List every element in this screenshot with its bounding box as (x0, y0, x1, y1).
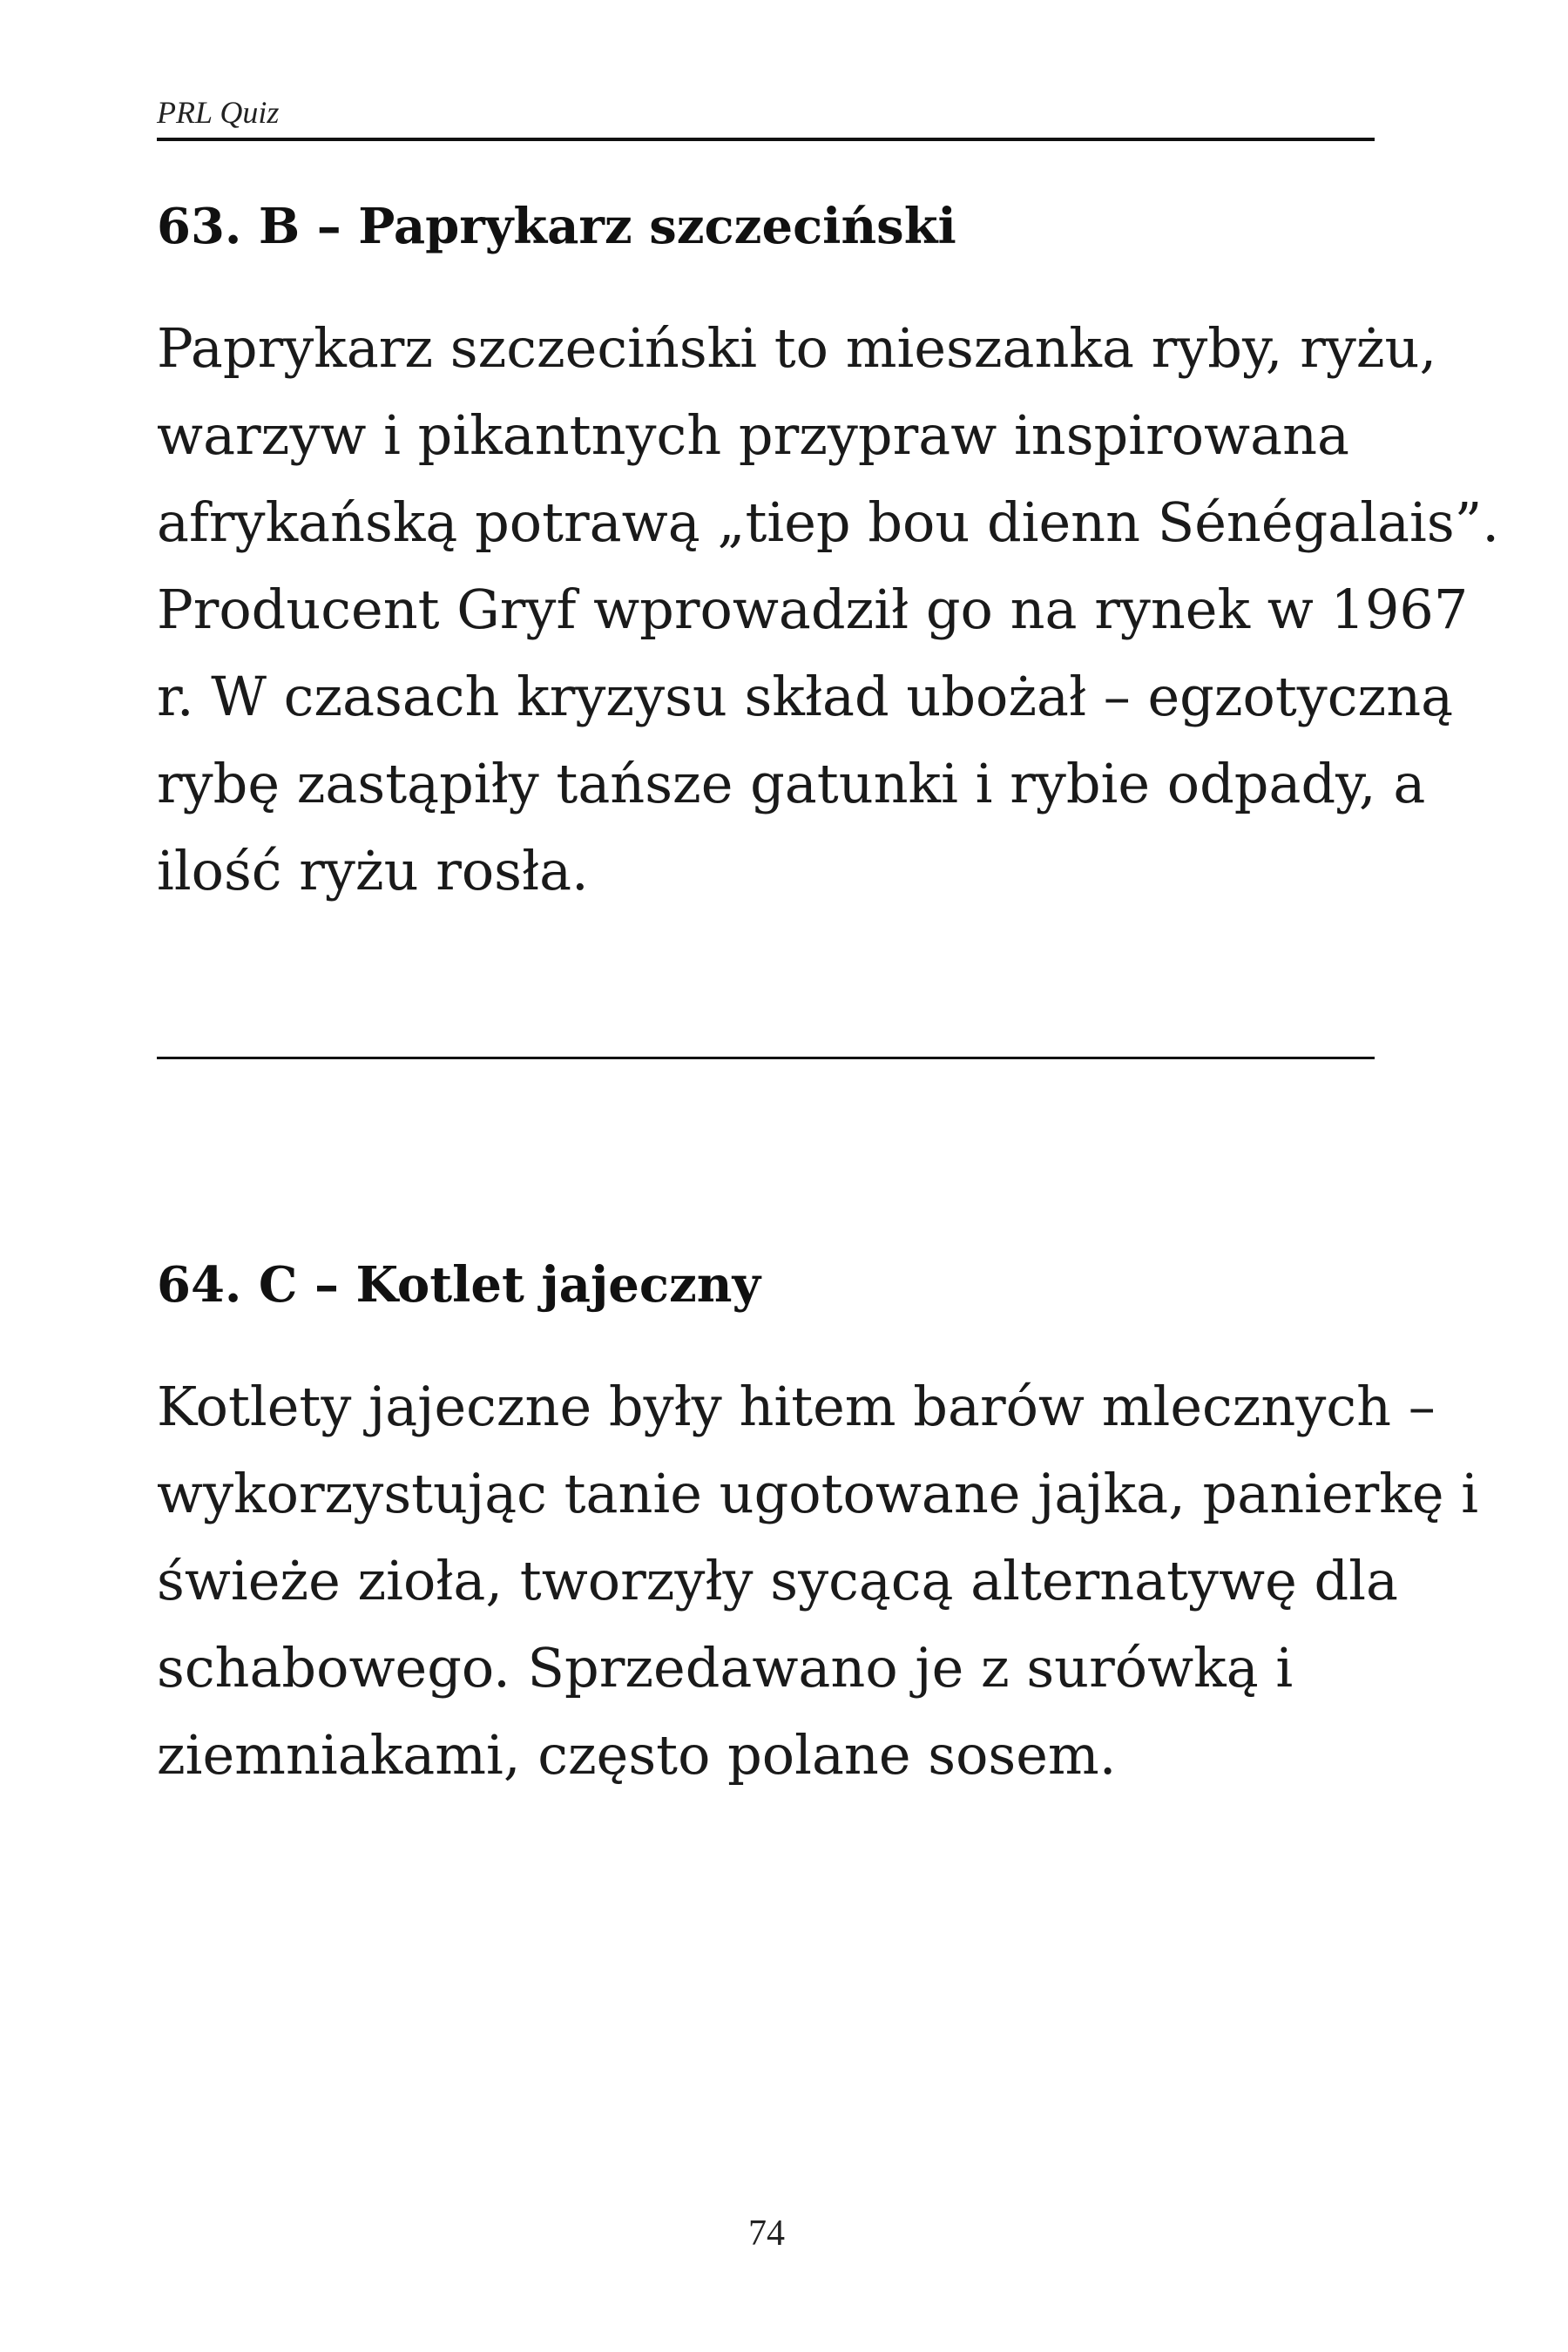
body-line: r. W czasach kryzysu skład ubożał – egzotyczną (157, 665, 1454, 728)
page-number: 74 (748, 2213, 785, 2254)
entry-63-body (157, 305, 1500, 915)
body-line: afrykańską potrawą „tiep bou dienn Sénégalais”. (157, 490, 1500, 554)
entry-64-heading: 64. C – Kotlet jajeczny (157, 1256, 760, 1314)
body-line: wykorzystując tanie ugotowane jajka, panierkę i (157, 1462, 1479, 1525)
body-line: świeże zioła, tworzyły sycącą alternatywę dla (157, 1549, 1399, 1612)
header-rule (157, 138, 1375, 141)
body-line: Paprykarz szczeciński to mieszanka ryby, ryżu, (157, 316, 1437, 380)
body-line: Kotlety jajeczne były hitem barów mlecznych – (157, 1375, 1436, 1438)
body-line: Producent Gryf wprowadził go na rynek w 1967 (157, 578, 1469, 641)
body-line: ziemniakami, często polane sosem. (157, 1723, 1117, 1787)
section-divider (157, 1057, 1375, 1059)
entry-63-heading: 63. B – Paprykarz szczeciński (157, 198, 956, 255)
body-line: ilość ryżu rosła. (157, 839, 589, 902)
running-header: PRL Quiz (157, 95, 280, 130)
entry-64-body (157, 1363, 1479, 1799)
body-line: warzyw i pikantnych przypraw inspirowana (157, 403, 1349, 467)
body-line: schabowego. Sprzedawano je z surówką i (157, 1636, 1294, 1700)
body-line: rybę zastąpiły tańsze gatunki i rybie odpady, a (157, 752, 1426, 815)
